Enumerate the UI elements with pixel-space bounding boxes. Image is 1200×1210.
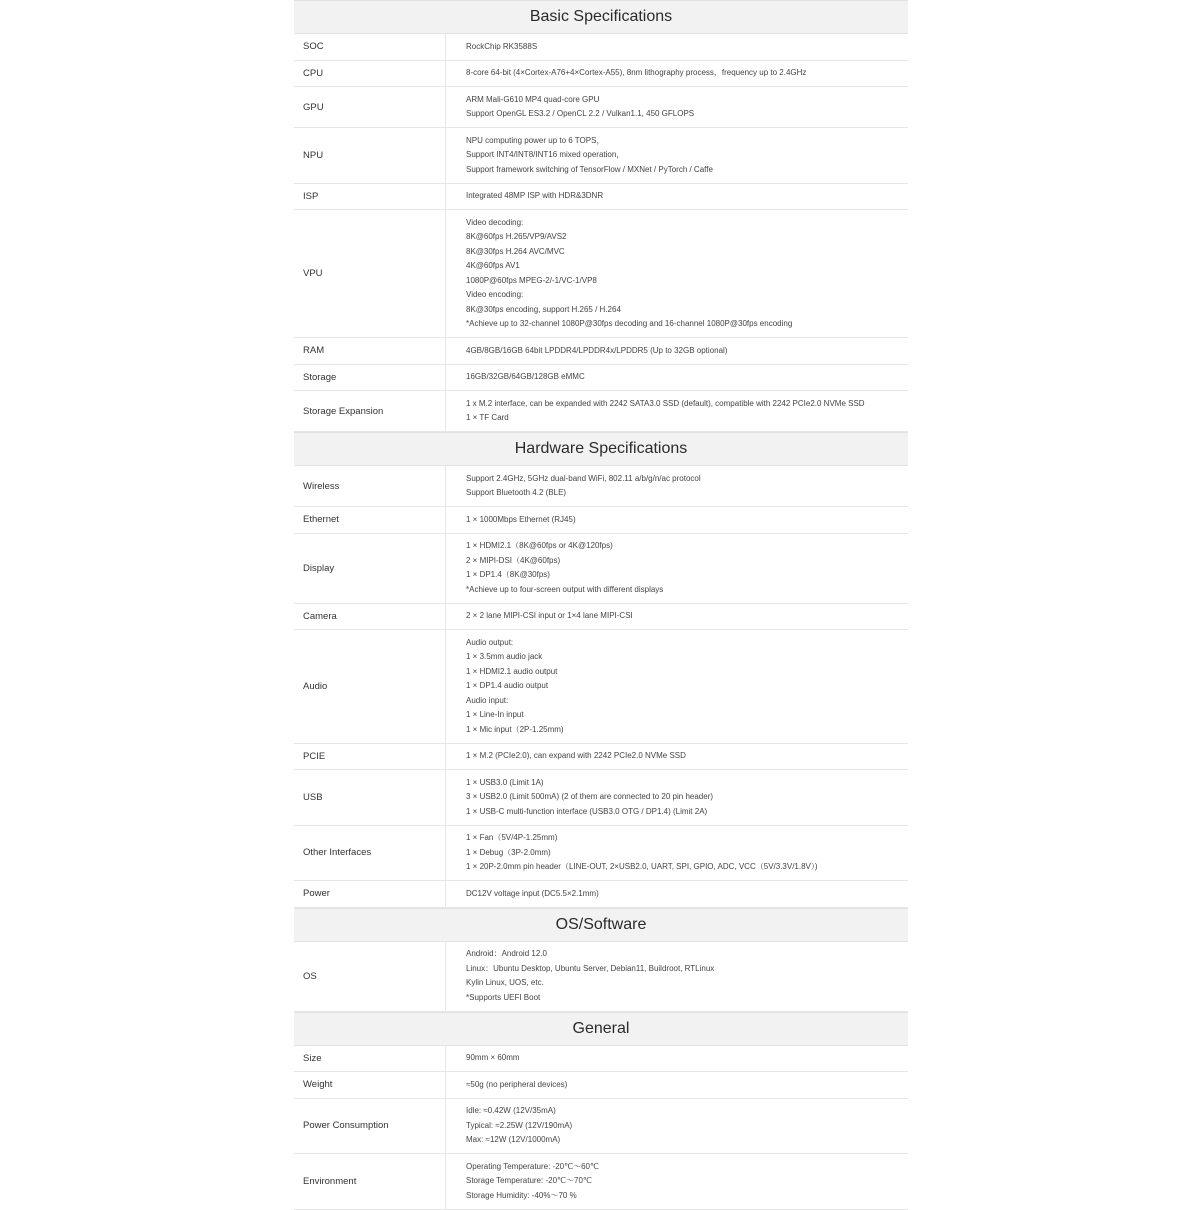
spec-value [446, 744, 908, 770]
spec-value-line: Support framework switching of TensorFlow / MXNet / PyTorch / Caffe [466, 164, 713, 174]
spec-value-line: 1 × USB3.0 (Limit 1A) [466, 777, 544, 787]
spec-value-line: 1 x M.2 interface, can be expanded with 2242 SATA3.0 SSD (default), compatible with 2242 PCIe2.0 NVMe SSD [466, 398, 865, 408]
spec-row-gpu [294, 87, 908, 128]
spec-label: Weight [294, 1072, 446, 1098]
spec-label: Ethernet [294, 507, 446, 533]
spec-row-ram [294, 338, 908, 365]
spec-label: Size [294, 1046, 446, 1072]
spec-value [446, 1046, 908, 1072]
section-title: OS/Software [294, 908, 908, 942]
spec-value-line: 90mm × 60mm [466, 1053, 520, 1062]
spec-value-line: 8K@30fps encoding, support H.265 / H.264 [466, 304, 621, 314]
spec-label: PCIE [294, 744, 446, 770]
spec-value-line: Idle: ≈0.42W (12V/35mA) [466, 1106, 556, 1115]
spec-value-line: 8K@30fps H.264 AVC/MVC [466, 246, 565, 256]
spec-value [446, 604, 908, 630]
spec-value-line: Support INT4/INT8/INT16 mixed operation， [466, 150, 625, 159]
spec-value-line: 1 × DP1.4 audio output [466, 681, 549, 690]
spec-value-line: 2 × 2 lane MIPI-CSI input or 1×4 lane MIPI-CSI [466, 611, 633, 620]
spec-value-line: Operating Temperature: -20℃～60℃ [466, 1161, 599, 1171]
spec-value [446, 1154, 908, 1209]
spec-value [446, 1099, 908, 1154]
spec-value-line: 1 × HDMI2.1（8K@60fps or 4K@120fps) [466, 541, 613, 550]
spec-value [446, 87, 908, 127]
spec-value [446, 184, 908, 210]
section-hardware-specifications [294, 432, 908, 908]
spec-value [446, 942, 908, 1011]
spec-label: ISP [294, 184, 446, 210]
spec-value-line: 1 × Fan（5V/4P-1.25mm) [466, 833, 558, 842]
spec-value-line: Video decoding: [466, 217, 524, 227]
section-title: General [294, 1012, 908, 1046]
spec-row-camera [294, 604, 908, 631]
spec-value [446, 770, 908, 825]
spec-value-line: 8K@60fps H.265/VP9/AVS2 [466, 232, 567, 241]
spec-value-line: Kylin Linux, UOS, etc. [466, 978, 544, 987]
spec-row-size [294, 1046, 908, 1073]
spec-value [446, 507, 908, 533]
spec-value [446, 881, 908, 907]
spec-label: Audio [294, 630, 446, 743]
spec-value-line: 1 × 1000Mbps Ethernet (RJ45) [466, 514, 576, 524]
spec-label: RAM [294, 338, 446, 364]
spec-row-os [294, 942, 908, 1012]
spec-row-storage [294, 365, 908, 392]
spec-value-line: Video encoding: [466, 290, 524, 299]
spec-value-line: Support Bluetooth 4.2 (BLE) [466, 488, 567, 497]
spec-value [446, 630, 908, 743]
spec-label: Environment [294, 1154, 446, 1209]
spec-value-line: *Supports UEFI Boot [466, 992, 541, 1002]
spec-value [446, 338, 908, 364]
spec-value-line: 1 × TF Card [466, 413, 509, 422]
section-general [294, 1012, 908, 1210]
spec-value-line: Integrated 48MP ISP with HDR&3DNR [466, 191, 604, 200]
spec-label: CPU [294, 61, 446, 87]
spec-value-line: 1 × Mic input（2P-1.25mm) [466, 724, 564, 734]
spec-value [446, 128, 908, 183]
spec-label: OS [294, 942, 446, 1011]
spec-value-line: 1 × M.2 (PCIe2.0), can expand with 2242 PCIe2.0 NVMe SSD [466, 751, 686, 760]
spec-value-line: Linux：Ubuntu Desktop, Ubuntu Server, Debian11, Buildroot, RTLinux [466, 963, 715, 973]
spec-label: Camera [294, 604, 446, 630]
spec-table [294, 0, 908, 1210]
spec-row-power-consumption [294, 1099, 908, 1155]
spec-value-line: Storage Temperature: -20℃～70℃ [466, 1176, 592, 1185]
spec-row-audio [294, 630, 908, 744]
spec-value-line: 4K@60fps AV1 [466, 261, 520, 270]
spec-value-line: ARM Mali-G610 MP4 quad-core GPU [466, 94, 600, 104]
spec-value [446, 61, 908, 87]
spec-row-npu [294, 128, 908, 184]
spec-value-line: 1 × 3.5mm audio jack [466, 652, 543, 661]
spec-value-line: Storage Humidity: -40%～70 % [466, 1190, 577, 1200]
spec-row-environment [294, 1154, 908, 1210]
section-os-software [294, 908, 908, 1012]
spec-row-pcie [294, 744, 908, 771]
spec-value-line: ≈50g (no peripheral devices) [466, 1079, 568, 1089]
spec-value-line: 1 × HDMI2.1 audio output [466, 666, 558, 676]
spec-value-line: DC12V voltage input (DC5.5×2.1mm) [466, 888, 599, 898]
spec-row-wireless [294, 466, 908, 507]
spec-value-line: Android：Android 12.0 [466, 949, 547, 958]
spec-value [446, 34, 908, 60]
spec-row-power [294, 881, 908, 908]
spec-value-line: 4GB/8GB/16GB 64bit LPDDR4/LPDDR4x/LPDDR5 (Up to 32GB optional) [466, 345, 728, 355]
spec-value-line: 16GB/32GB/64GB/128GB eMMC [466, 372, 585, 381]
spec-value-line: Audio input: [466, 695, 509, 705]
spec-value [446, 534, 908, 603]
spec-value [446, 826, 908, 881]
spec-value-line: 1 × 20P-2.0mm pin header（LINE-OUT, 2×USB2.0, UART, SPI, GPIO, ADC, VCC（5V/3.3V/1.8V）) [466, 862, 818, 871]
spec-label: Wireless [294, 466, 446, 506]
spec-row-other-interfaces [294, 826, 908, 882]
spec-value-line: Max: ≈12W (12V/1000mA) [466, 1135, 561, 1144]
spec-label: Storage [294, 365, 446, 391]
spec-label: Display [294, 534, 446, 603]
spec-row-display [294, 534, 908, 604]
spec-value-line: *Achieve up to four-screen output with different displays [466, 584, 664, 594]
spec-row-isp [294, 184, 908, 211]
spec-label: SOC [294, 34, 446, 60]
spec-value-line: NPU computing power up to 6 TOPS， [466, 135, 605, 145]
spec-value-line: Audio output: [466, 637, 514, 647]
spec-value-line: RockChip RK3588S [466, 41, 538, 51]
spec-value [446, 391, 908, 431]
spec-label: Power [294, 881, 446, 907]
spec-row-storage-expansion [294, 391, 908, 432]
spec-value [446, 1072, 908, 1098]
spec-value-line: Typical: ≈2.25W (12V/190mA) [466, 1120, 573, 1130]
spec-value [446, 466, 908, 506]
spec-row-ethernet [294, 507, 908, 534]
section-title: Hardware Specifications [294, 432, 908, 466]
spec-value-line: 1 × DP1.4（8K@30fps) [466, 570, 550, 579]
section-title: Basic Specifications [294, 0, 908, 34]
spec-value-line: 3 × USB2.0 (Limit 500mA) (2 of them are connected to 20 pin header) [466, 792, 714, 801]
spec-value-line: 1 × USB-C multi-function interface (USB3.0 OTG / DP1.4) (Limit 2A) [466, 806, 708, 816]
spec-label: VPU [294, 210, 446, 337]
spec-value-line: Support OpenGL ES3.2 / OpenCL 2.2 / Vulkan1.1, 450 GFLOPS [466, 109, 695, 118]
spec-value-line: *Achieve up to 32-channel 1080P@30fps decoding and 16-channel 1080P@30fps encoding [466, 319, 793, 328]
spec-value-line: 1 × Line-In input [466, 710, 524, 719]
spec-value-line: 1080P@60fps MPEG-2/-1/VC-1/VP8 [466, 275, 597, 285]
spec-value [446, 210, 908, 337]
spec-value-line: 2 × MIPI-DSI（4K@60fps) [466, 555, 561, 565]
spec-label: USB [294, 770, 446, 825]
spec-label: Other Interfaces [294, 826, 446, 881]
spec-label: Storage Expansion [294, 391, 446, 431]
spec-row-soc [294, 34, 908, 61]
spec-value [446, 365, 908, 391]
spec-row-weight [294, 1072, 908, 1099]
spec-row-vpu [294, 210, 908, 338]
spec-label: Power Consumption [294, 1099, 446, 1154]
spec-label: GPU [294, 87, 446, 127]
spec-value-line: Support 2.4GHz, 5GHz dual-band WiFi, 802.11 a/b/g/n/ac protocol [466, 473, 701, 483]
spec-row-usb [294, 770, 908, 826]
spec-value-line: 8-core 64-bit (4×Cortex-A76+4×Cortex-A55), 8nm lithography process，frequency up to 2.4GHz [466, 68, 807, 77]
spec-row-cpu [294, 61, 908, 88]
spec-value-line: 1 × Debug（3P-2.0mm) [466, 847, 551, 857]
spec-label: NPU [294, 128, 446, 183]
section-basic-specifications [294, 0, 908, 432]
